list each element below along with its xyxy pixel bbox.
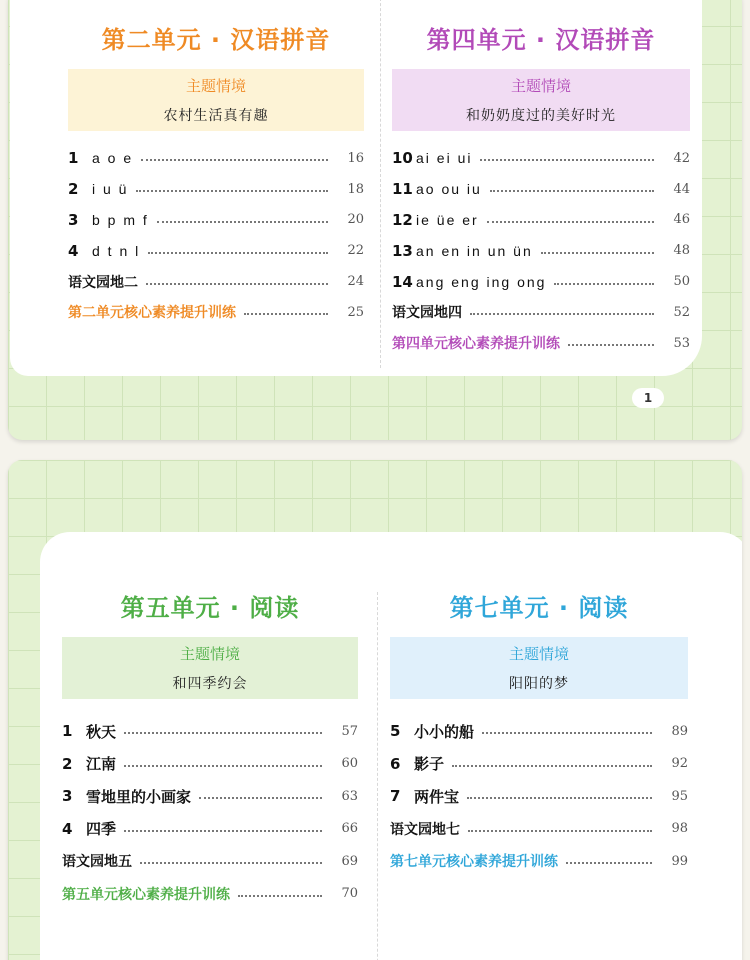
- leader-dots: [124, 830, 322, 832]
- toc-entry[interactable]: [390, 748, 688, 781]
- lesson-number: 10: [392, 149, 413, 168]
- page-number: 18: [347, 181, 364, 197]
- toc-entry[interactable]: [392, 235, 690, 266]
- leader-dots: [148, 252, 328, 254]
- unit-4-title: 第四单元 · 汉语拼音: [426, 26, 656, 54]
- bottom-page: [40, 532, 742, 960]
- toc-entry[interactable]: [392, 266, 690, 297]
- lesson-number: 14: [392, 272, 413, 291]
- lesson-title: 语文园地二: [68, 274, 138, 291]
- lesson-number: 7: [390, 787, 401, 806]
- lesson-title: ao ou iu: [416, 181, 482, 198]
- theme-text: 和四季约会: [172, 676, 248, 692]
- toc-entry-training[interactable]: [62, 878, 358, 911]
- bottom-page-sheet: [8, 460, 742, 960]
- lesson-title: 雪地里的小画家: [86, 787, 192, 806]
- leader-dots: [487, 221, 654, 223]
- toc-entry[interactable]: [390, 780, 688, 813]
- theme-text: 阳阳的梦: [509, 676, 569, 692]
- unit-2-title: 第二单元 · 汉语拼音: [101, 26, 331, 54]
- toc-entry-language-garden[interactable]: [62, 845, 358, 878]
- page-number: 50: [673, 274, 690, 290]
- leader-dots: [124, 732, 322, 734]
- page-number: 24: [347, 274, 364, 290]
- lesson-title: ie üe er: [416, 211, 479, 228]
- toc-entry[interactable]: [62, 715, 358, 748]
- column-divider: [380, 0, 381, 368]
- leader-dots: [467, 797, 652, 799]
- lesson-title: a o e: [92, 150, 134, 167]
- page-number: 69: [341, 853, 358, 869]
- leader-dots: [238, 895, 322, 897]
- page-number: 48: [673, 243, 690, 259]
- toc-entry[interactable]: [392, 174, 690, 205]
- page-number: 89: [671, 723, 688, 739]
- toc-entry-language-garden[interactable]: [390, 813, 688, 846]
- page-number: 46: [673, 212, 690, 228]
- page-number-badge: 1: [632, 388, 664, 408]
- lesson-number: 4: [62, 819, 73, 838]
- unit-4-column: [392, 20, 690, 359]
- toc-entry[interactable]: [392, 205, 690, 236]
- leader-dots: [452, 765, 652, 767]
- page-number: 20: [347, 212, 364, 228]
- lesson-number: 11: [392, 180, 413, 199]
- lesson-title: 四季: [86, 820, 117, 839]
- toc-entry[interactable]: [390, 715, 688, 748]
- top-page: [10, 0, 702, 376]
- theme-label: 主题情境: [185, 77, 246, 95]
- lesson-number: 3: [62, 787, 73, 806]
- lesson-title: 两件宝: [414, 787, 460, 806]
- toc-entry[interactable]: [62, 780, 358, 813]
- theme-text: 农村生活真有趣: [163, 108, 269, 124]
- lesson-number: 1: [62, 722, 73, 741]
- lesson-title: 第四单元核心素养提升训练: [392, 336, 560, 353]
- top-page-sheet: [8, 0, 742, 440]
- leader-dots: [480, 159, 654, 161]
- toc-entry[interactable]: [68, 235, 364, 266]
- leader-dots: [157, 221, 328, 223]
- unit-7-title: 第七单元 · 阅读: [449, 594, 629, 622]
- lesson-number: 3: [68, 210, 79, 229]
- page-number: 25: [347, 304, 364, 320]
- lesson-title: an en in un ün: [416, 242, 533, 259]
- page-number: 66: [341, 821, 358, 837]
- leader-dots: [482, 732, 652, 734]
- page-number: 98: [671, 821, 688, 837]
- leader-dots: [554, 283, 654, 285]
- leader-dots: [140, 862, 322, 864]
- unit-7-column: [390, 588, 688, 878]
- lesson-number: 6: [390, 754, 401, 773]
- page-number: 52: [673, 304, 690, 320]
- lesson-title: 第七单元核心素养提升训练: [390, 854, 558, 871]
- leader-dots: [199, 797, 322, 799]
- leader-dots: [490, 190, 654, 192]
- unit-7-toc: [390, 715, 688, 878]
- unit-5-title: 第五单元 · 阅读: [120, 594, 300, 622]
- lesson-title: ai ei ui: [416, 150, 473, 167]
- toc-entry-training[interactable]: [390, 845, 688, 878]
- lesson-title: 语文园地五: [62, 854, 132, 871]
- lesson-number: 4: [68, 241, 79, 260]
- lesson-title: 语文园地四: [392, 305, 462, 322]
- lesson-title: ang eng ing ong: [416, 273, 547, 290]
- page-number: 99: [671, 853, 688, 869]
- page-number: 92: [671, 756, 688, 772]
- page-number: 53: [673, 335, 690, 351]
- toc-entry-language-garden[interactable]: [68, 266, 364, 297]
- unit-2-theme-box: [68, 69, 364, 131]
- unit-7-theme-box: [390, 637, 688, 699]
- leader-dots: [541, 252, 654, 254]
- toc-entry[interactable]: [62, 813, 358, 846]
- leader-dots: [468, 830, 652, 832]
- leader-dots: [568, 344, 654, 346]
- leader-dots: [470, 313, 654, 315]
- page-number: 42: [673, 150, 690, 166]
- toc-entry[interactable]: [62, 748, 358, 781]
- toc-entry[interactable]: [392, 143, 690, 174]
- lesson-title: 语文园地七: [390, 821, 460, 838]
- lesson-number: 12: [392, 210, 413, 229]
- theme-label: 主题情境: [510, 77, 571, 95]
- lesson-title: 第五单元核心素养提升训练: [62, 886, 230, 903]
- unit-4-theme-box: [392, 69, 690, 131]
- theme-label: 主题情境: [179, 645, 240, 663]
- theme-label: 主题情境: [508, 645, 569, 663]
- lesson-title: 影子: [414, 755, 445, 774]
- lesson-number: 2: [68, 180, 79, 199]
- leader-dots: [244, 313, 328, 315]
- page-number: 70: [341, 886, 358, 902]
- lesson-number: 2: [62, 754, 73, 773]
- leader-dots: [141, 159, 328, 161]
- page-number: 95: [671, 788, 688, 804]
- lesson-title: i u ü: [92, 181, 129, 198]
- unit-5-toc: [62, 715, 358, 910]
- page-number: 60: [341, 756, 358, 772]
- toc-entry[interactable]: [68, 143, 364, 174]
- lesson-number: 5: [390, 722, 401, 741]
- leader-dots: [146, 283, 328, 285]
- toc-entry[interactable]: [68, 174, 364, 205]
- page-number: 63: [341, 788, 358, 804]
- toc-entry-training[interactable]: [68, 297, 364, 328]
- leader-dots: [124, 765, 322, 767]
- lesson-title: 小小的船: [414, 722, 475, 741]
- unit-2-toc: [68, 143, 364, 328]
- toc-entry[interactable]: [68, 205, 364, 236]
- page-number: 22: [347, 243, 364, 259]
- page-number: 44: [673, 181, 690, 197]
- lesson-title: 第二单元核心素养提升训练: [68, 305, 236, 322]
- lesson-title: 江南: [86, 755, 117, 774]
- leader-dots: [136, 190, 328, 192]
- lesson-number: 1: [68, 149, 79, 168]
- unit-4-toc: [392, 143, 690, 359]
- toc-entry-language-garden[interactable]: [392, 297, 690, 328]
- lesson-title: d t n l: [92, 242, 141, 259]
- lesson-title: b p m f: [92, 211, 149, 228]
- page-number: 16: [347, 150, 364, 166]
- unit-2-column: [68, 20, 364, 328]
- column-divider: [377, 592, 378, 960]
- leader-dots: [566, 862, 652, 864]
- page-number: 57: [341, 723, 358, 739]
- toc-entry-training[interactable]: [392, 328, 690, 359]
- unit-5-column: [62, 588, 358, 910]
- lesson-title: 秋天: [86, 722, 117, 741]
- unit-5-theme-box: [62, 637, 358, 699]
- lesson-number: 13: [392, 241, 413, 260]
- theme-text: 和奶奶度过的美好时光: [466, 108, 616, 124]
